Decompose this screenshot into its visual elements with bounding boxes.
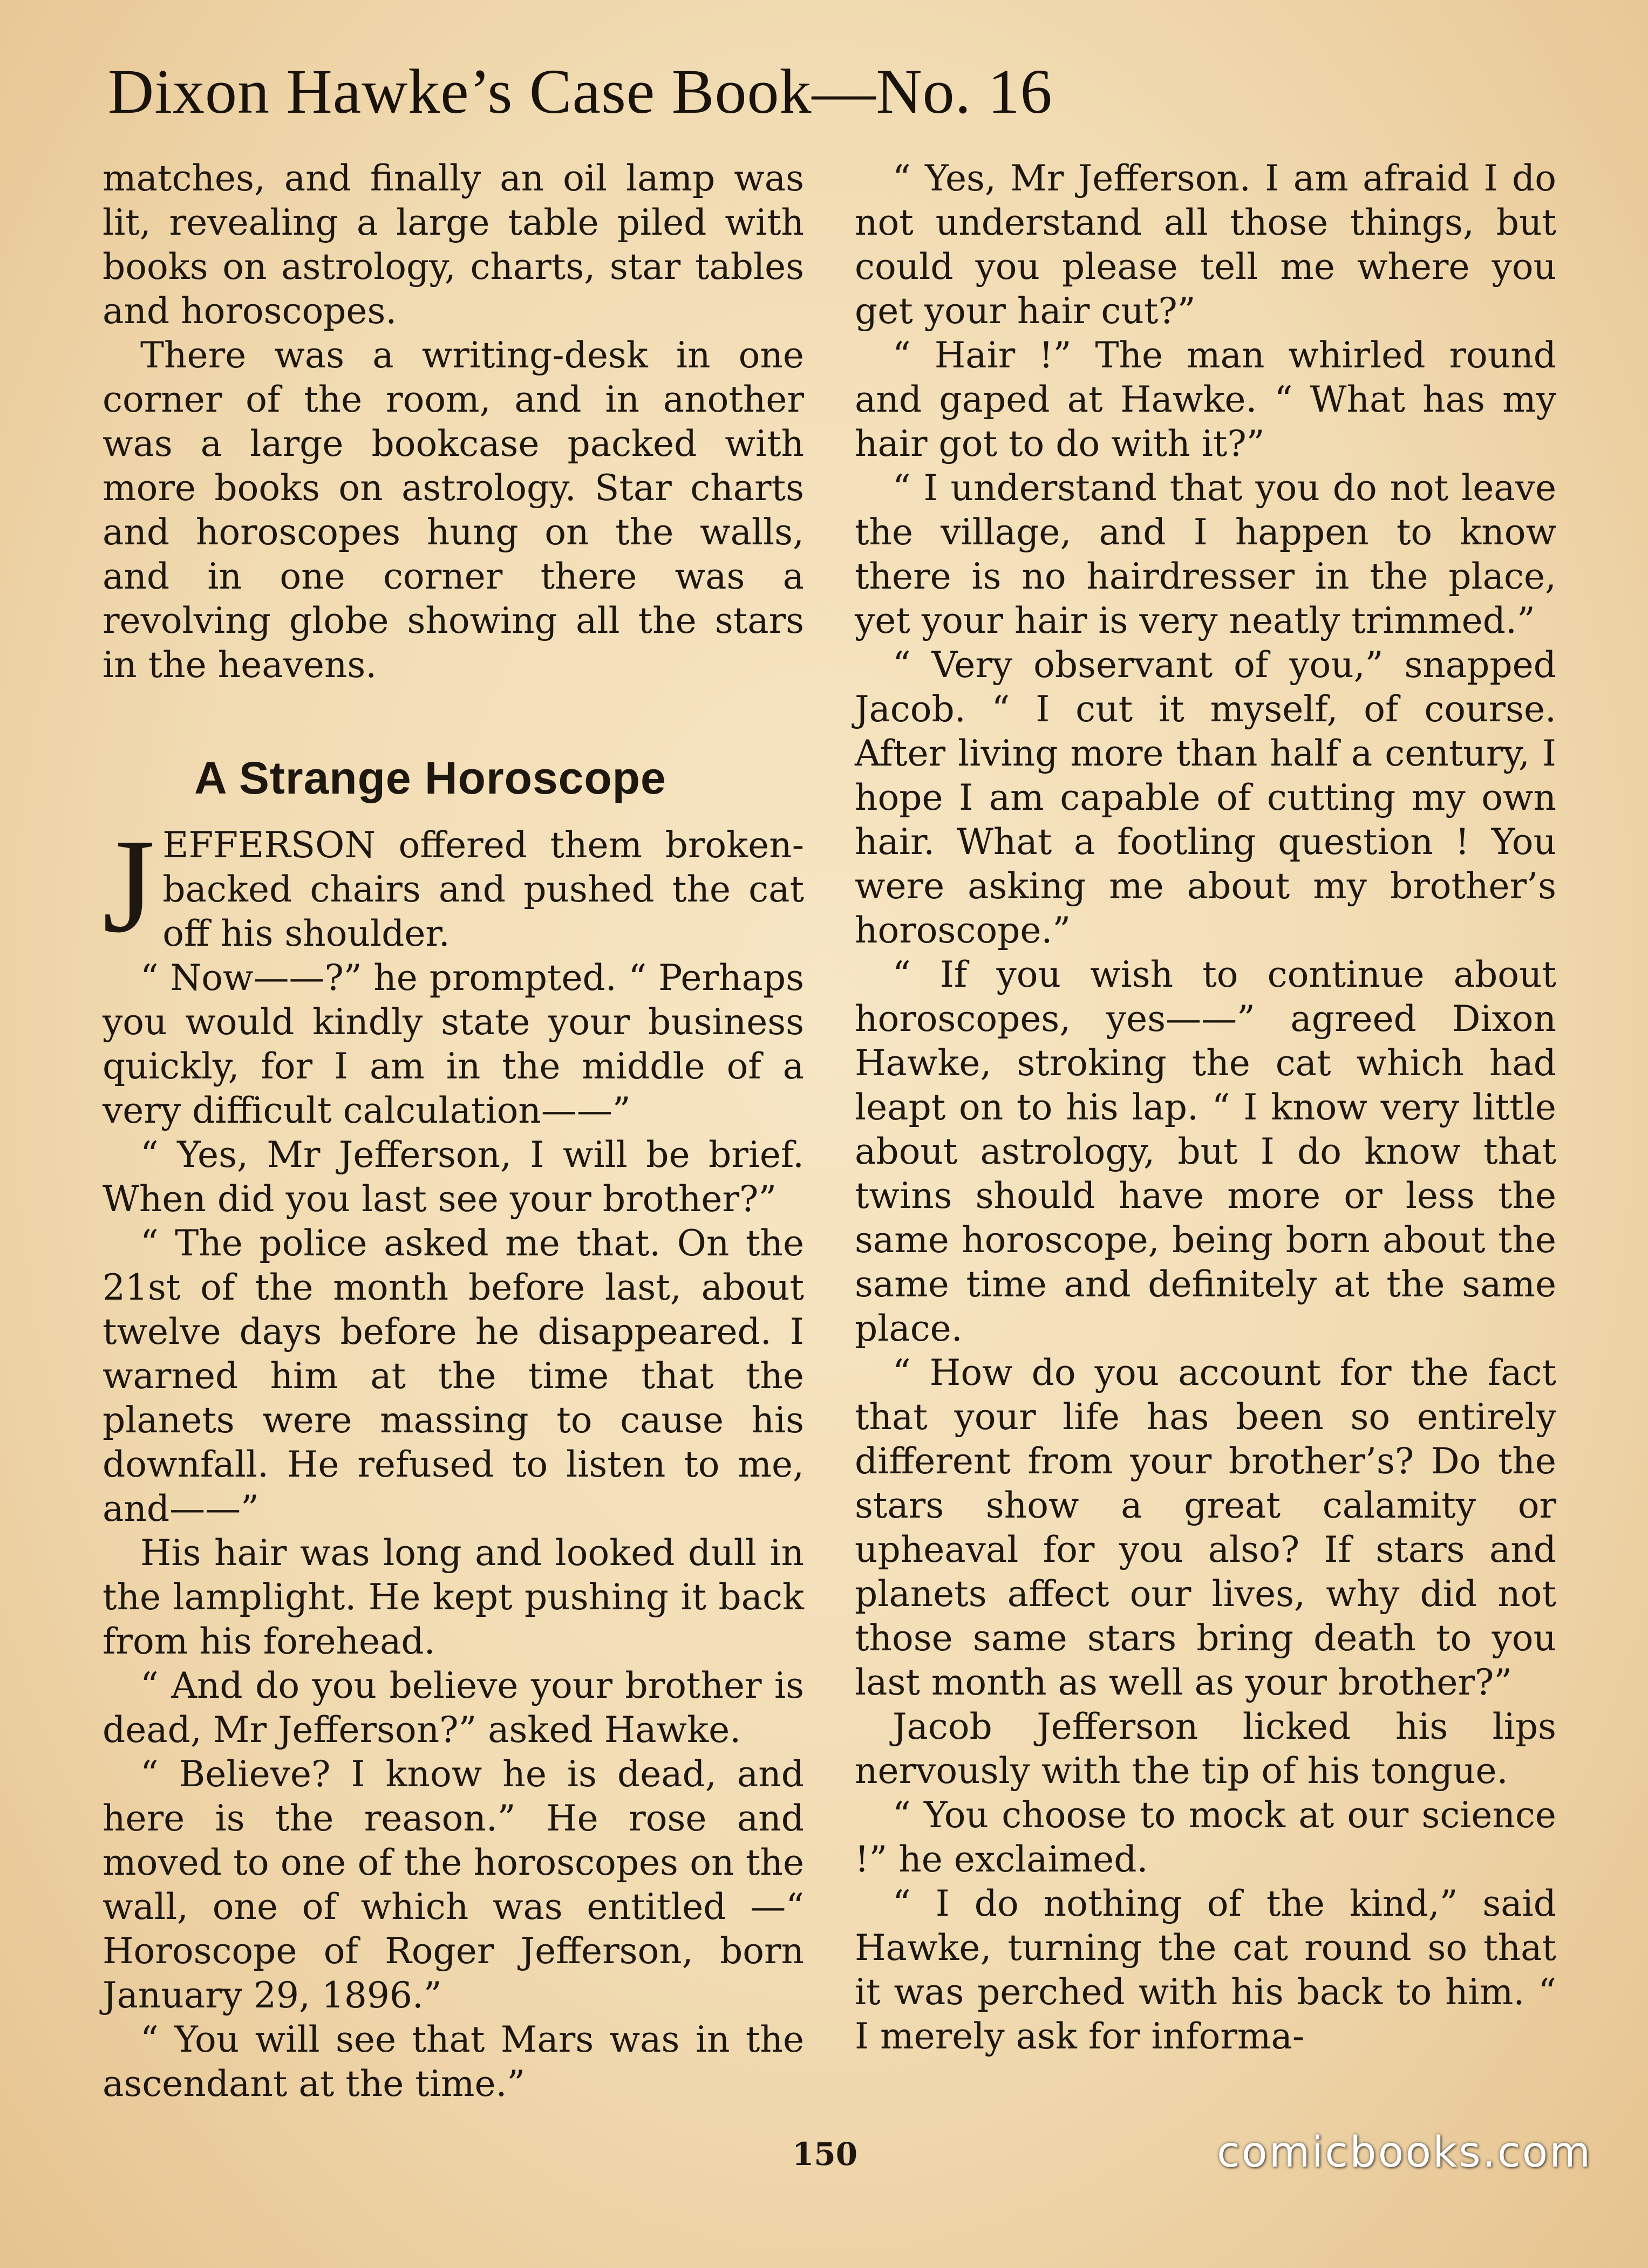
paragraph: “ Yes, Mr Jefferson, I will be brief. When did you last see your brother?”: [103, 1134, 804, 1220]
paragraph-text: EFFERSON offered them broken-backed chairs and pushed the cat off his shoulder.: [162, 824, 804, 954]
paragraph: “ How do you account for the fact that your life has been so entirely different from your brother’s? Do the stars show a great calamity or upheaval for you also? If stars and planets affect our lives, why did not those same stars bring death to you last month as well as your brother?”: [855, 1352, 1556, 1703]
paragraph: “ Hair !” The man whirled round and gaped at Hawke. “ What has my hair got to do with it?”: [855, 334, 1556, 464]
paragraph: His hair was long and looked dull in the lamplight. He kept pushing it back from his forehead.: [103, 1532, 804, 1662]
paragraph: Jacob Jefferson licked his lips nervously with the tip of his tongue.: [855, 1706, 1556, 1792]
drop-cap: J: [103, 811, 155, 961]
section-heading: A Strange Horoscope: [194, 753, 666, 803]
paragraph: “ Very observant of you,” snapped Jacob. “ I cut it myself, of course. After living more than half a century, I hope I am capable of cutting my own hair. What a footling question ! You were asking me about my brother’s horoscope.”: [855, 644, 1556, 951]
paragraph: matches, and finally an oil lamp was lit, revealing a large table piled with books on astrology, charts, star tables and horoscopes.: [103, 158, 804, 332]
paragraph: “ If you wish to continue about horoscopes, yes——” agreed Dixon Hawke, stroking the cat which had leapt on to his lap. “ I know very little about astrology, but I do know that twins should have more or less the same horoscope, being born about the same time and definitely at the same place.: [855, 954, 1556, 1349]
paragraph: “ Now——?” he prompted. “ Perhaps you would kindly state your business quickly, for I am in the middle of a very difficult calculation——”: [103, 957, 804, 1131]
paragraph: There was a writing-desk in one corner of the room, and in another was a large bookcase packed with more books on astrology. Star charts and horoscopes hung on the walls, and in one corner there was a revolving globe showing all the stars in the heavens.: [103, 334, 804, 686]
paragraph: “ Believe? I know he is dead, and here is the reason.” He rose and moved to one of the horoscopes on the wall, one of which was entitled —“ Horoscope of Roger Jefferson, born January 29, 1896.”: [103, 1753, 804, 2016]
paragraph: “ And do you believe your brother is dead, Mr Jefferson?” asked Hawke.: [103, 1665, 804, 1751]
left-column: [103, 156, 804, 2106]
page-title: Dixon Hawke’s Case Book—No. 16: [108, 56, 1053, 127]
paragraph: “ The police asked me that. On the 21st of the month before last, about twelve days before he disappeared. I warned him at the time that the planets were massing to cause his downfall. He refused to listen to me, and——”: [103, 1222, 804, 1529]
page-number: 150: [792, 2136, 858, 2173]
paragraph: “ You choose to mock at our science !” he exclaimed.: [855, 1794, 1556, 1880]
watermark: comicbooks.com: [1217, 2128, 1592, 2177]
paragraph: “ I do nothing of the kind,” said Hawke, turning the cat round so that it was perched with his back to him. “ I merely ask for informa-: [855, 1883, 1556, 2057]
paragraph-with-dropcap: [103, 811, 804, 961]
right-column: [855, 156, 1556, 2059]
paragraph: “ Yes, Mr Jefferson. I am afraid I do not understand all those things, but could you please tell me where you get your hair cut?”: [855, 158, 1556, 332]
paragraph: “ You will see that Mars was in the ascendant at the time.”: [103, 2019, 804, 2105]
paragraph: “ I understand that you do not leave the village, and I happen to know there is no hairdresser in the place, yet your hair is very neatly trimmed.”: [855, 467, 1556, 641]
